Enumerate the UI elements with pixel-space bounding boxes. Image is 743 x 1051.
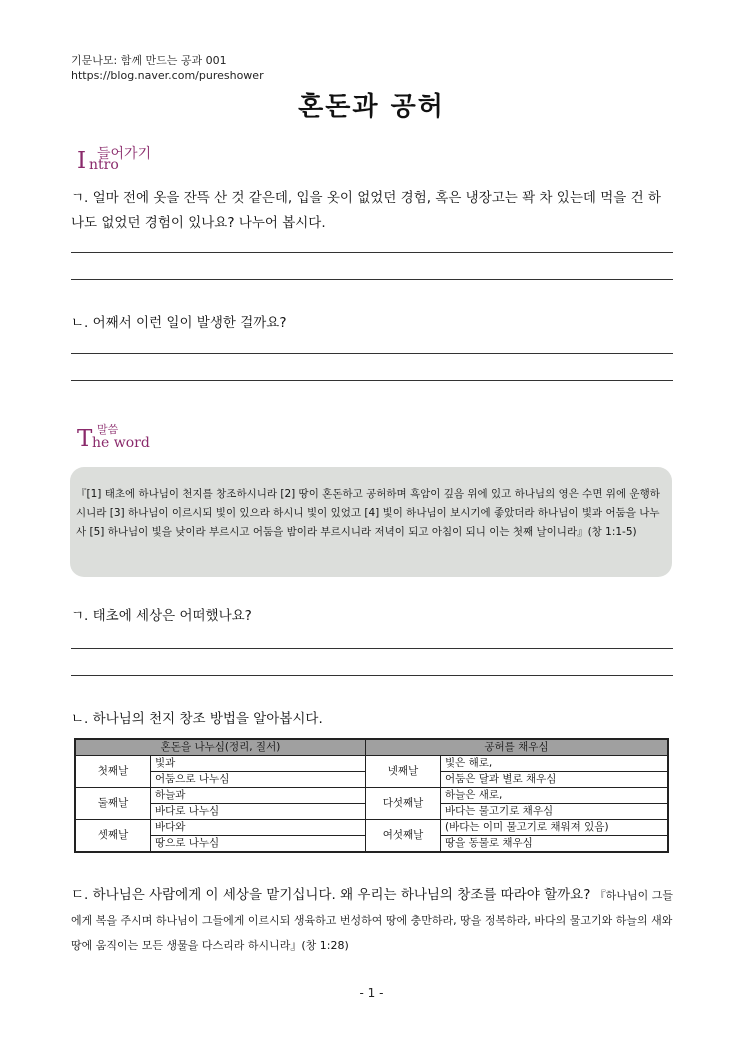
page-number: - 1 - [359, 986, 384, 1000]
word-question-3-verse: 『하나님이 그들에게 복을 주시며 하나님이 그들에게 이르시되 생육하고 번성하여 땅에 충만하라, 땅을 정복하라, 바다의 물고기와 하늘의 새와 땅에 움직이는 모든 생물을 다스리라 하시니라』(창 1:28) [71, 889, 673, 952]
word-heading-korean: 말씀 [97, 423, 119, 436]
intro-heading-korean: 들어가기 [97, 146, 152, 162]
word-question-3-text: ㄷ. 하나님은 사람에게 이 세상을 맡기십니다. 왜 우리는 하나님의 창조를 따라야 할까요? [71, 887, 591, 903]
table-header-right: 공허를 채우심 [366, 739, 669, 756]
intro-question-2: ㄴ. 어째서 이런 일이 발생한 걸까요? [71, 315, 287, 331]
table-row [75, 820, 668, 836]
creation-table [74, 738, 669, 853]
table-header-left: 혼돈을 나누심(정리, 질서) [75, 739, 366, 756]
answer-line[interactable] [71, 380, 673, 381]
header-url[interactable]: https://blog.naver.com/pureshower [71, 69, 264, 82]
action-cell: 빛은 해로, [441, 756, 669, 772]
action-cell: 땅을 동물로 채우심 [441, 836, 669, 853]
action-cell: 빛과 [151, 756, 366, 772]
day-cell: 다섯째날 [366, 788, 441, 820]
day-cell: 첫째날 [75, 756, 151, 788]
action-cell: 바다는 물고기로 채우심 [441, 804, 669, 820]
intro-heading [77, 146, 197, 180]
word-question-3 [71, 883, 673, 958]
word-heading-rest: he word [92, 435, 150, 451]
word-question-1: ㄱ. 태초에 세상은 어떠했나요? [71, 608, 252, 624]
word-heading [77, 424, 217, 458]
intro-heading-initial: I [77, 148, 87, 174]
answer-line[interactable] [71, 353, 673, 354]
scripture-passage: 『[1] 태초에 하나님이 천지를 창조하시니라 [2] 땅이 혼돈하고 공허하며 흑암이 깊음 위에 있고 하나님의 영은 수면 위에 운행하시니라 [3] 하나님이 이르시되 빛이 있으라 하시니 빛이 있었고 [4] 빛이 하나님이 보시기에 좋았더라 하나님이 빛과 어둠을 나누사 [5] 하나님이 빛을 낮이라 부르시고 어둠을 밤이라 부르시니라 저녁이 되고 아침이 되니 이는 첫째 날이니라』(창 1:1-5) [76, 488, 660, 538]
action-cell: 땅으로 나누심 [151, 836, 366, 853]
page-title: 혼돈과 공허 [298, 92, 445, 122]
day-cell: 여섯째날 [366, 820, 441, 853]
answer-line[interactable] [71, 279, 673, 280]
action-cell: 바다로 나누심 [151, 804, 366, 820]
word-heading-initial: T [77, 426, 93, 452]
day-cell: 둘째날 [75, 788, 151, 820]
action-cell: 하늘은 새로, [441, 788, 669, 804]
table-row [75, 756, 668, 772]
answer-line[interactable] [71, 648, 673, 649]
action-cell: 하늘과 [151, 788, 366, 804]
day-cell: 넷째날 [366, 756, 441, 788]
action-cell: 어둠은 달과 별로 채우심 [441, 772, 669, 788]
word-question-2: ㄴ. 하나님의 천지 창조 방법을 알아봅시다. [71, 711, 323, 727]
table-header-row [75, 739, 668, 756]
table-row [75, 788, 668, 804]
action-cell: (바다는 이미 물고기로 채워져 있음) [441, 820, 669, 836]
day-cell: 셋째날 [75, 820, 151, 853]
action-cell: 바다와 [151, 820, 366, 836]
header-series: 기문나모: 함께 만드는 공과 001 [71, 54, 227, 67]
intro-heading-rest: ntro [89, 157, 119, 173]
intro-question-1: ㄱ. 얼마 전에 옷을 잔뜩 산 것 같은데, 입을 옷이 없었던 경험, 혹은 냉장고는 꽉 차 있는데 먹을 건 하나도 없었던 경험이 있나요? 나누어 봅시다. [71, 190, 661, 231]
action-cell: 어둠으로 나누심 [151, 772, 366, 788]
answer-line[interactable] [71, 252, 673, 253]
answer-line[interactable] [71, 675, 673, 676]
